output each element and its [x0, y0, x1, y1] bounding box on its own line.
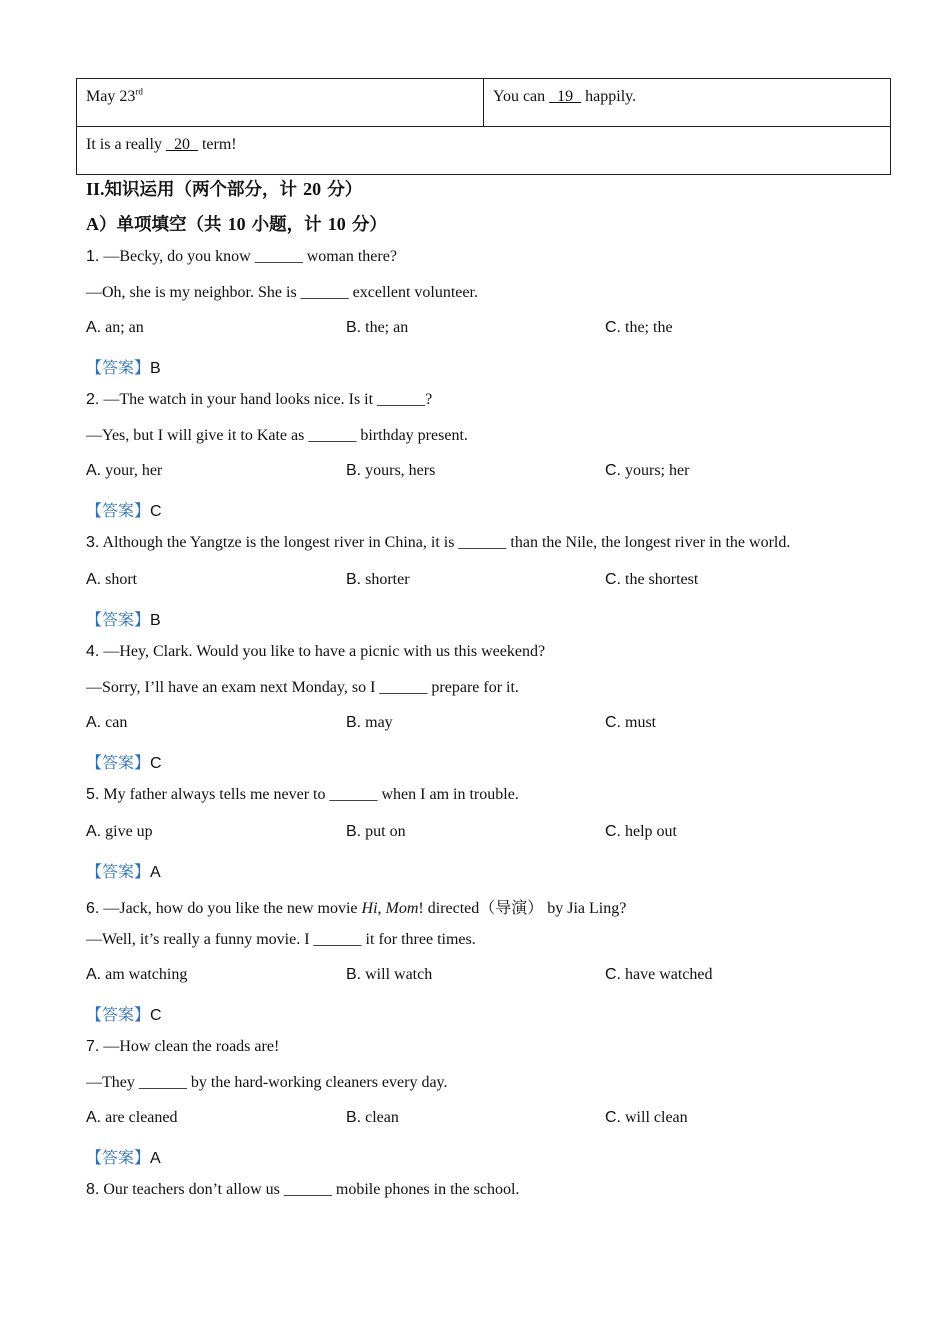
date-suffix: rd [135, 86, 143, 97]
option-label: B. [346, 571, 362, 588]
question-number: 6. [86, 900, 100, 917]
table-cell-date [77, 79, 484, 127]
question-7-option-b[interactable] [346, 1109, 399, 1127]
option-text: will clean [621, 1109, 688, 1126]
question-number: 4. [86, 643, 100, 660]
option-text: help out [621, 823, 677, 840]
answer-value: C [150, 1007, 162, 1024]
option-text: shorter [361, 571, 410, 588]
question-4-stem [86, 643, 545, 661]
subsection-text: 小题，计 [245, 215, 328, 235]
question-3-option-a[interactable] [86, 571, 137, 589]
option-label: B. [346, 714, 362, 731]
answer-value: A [150, 1150, 161, 1167]
question-3-answer [86, 607, 161, 630]
question-2-option-b[interactable] [346, 462, 435, 480]
answer-label: 【答案】 [86, 1148, 151, 1167]
option-label: A. [86, 1109, 102, 1126]
question-text: ! directed（导演） by Jia Ling? [418, 900, 627, 917]
answer-value: C [150, 503, 162, 520]
option-label: A. [86, 823, 102, 840]
answer-value: A [150, 864, 161, 881]
section-points: 20 [303, 179, 322, 199]
question-6-answer [86, 1002, 162, 1025]
question-text: —The watch in your hand looks nice. Is it ______? [99, 391, 433, 408]
question-7-stem [86, 1038, 279, 1056]
question-number: 2. [86, 391, 100, 408]
question-2-stem [86, 391, 432, 409]
question-4-option-c[interactable] [605, 714, 656, 732]
cell-text: It is a really [86, 136, 166, 153]
option-label: C. [605, 571, 621, 588]
option-text: yours; her [621, 462, 690, 479]
answer-label: 【答案】 [86, 1005, 151, 1024]
option-label: C. [605, 714, 621, 731]
option-text: clean [361, 1109, 399, 1126]
question-3-option-b[interactable] [346, 571, 410, 589]
option-text: will watch [361, 966, 433, 983]
answer-value: C [150, 755, 162, 772]
option-label: B. [346, 462, 362, 479]
option-text: the shortest [621, 571, 699, 588]
question-5-answer [86, 859, 161, 882]
question-2-answer [86, 498, 162, 521]
question-5-option-a[interactable] [86, 823, 153, 841]
option-text: short [101, 571, 138, 588]
question-3-option-c[interactable] [605, 571, 698, 589]
option-text: your, her [101, 462, 163, 479]
option-label: A. [86, 714, 102, 731]
question-6-option-a[interactable] [86, 966, 187, 984]
schedule-table [76, 78, 891, 175]
answer-label: 【答案】 [86, 753, 151, 772]
table-row [77, 79, 891, 127]
question-text: —Jack, how do you like the new movie [99, 900, 362, 917]
question-8-stem [86, 1181, 519, 1199]
option-text: can [101, 714, 128, 731]
option-text: the; the [621, 319, 673, 336]
subsection-text: ）单项填空（共 [99, 215, 228, 235]
question-1-answer [86, 355, 161, 378]
option-text: give up [101, 823, 153, 840]
option-text: must [621, 714, 657, 731]
question-text: Although the Yangtze is the longest river in China, it is ______ than the Nile, the longest river in the world. [99, 534, 791, 551]
question-text: —Becky, do you know ______ woman there? [99, 248, 397, 265]
option-label: B. [346, 1109, 362, 1126]
cell-text: term! [197, 136, 237, 153]
question-number: 7. [86, 1038, 100, 1055]
question-7-line2: —They ______ by the hard-working cleaners every day. [86, 1074, 448, 1091]
cell-text: You can [493, 88, 550, 105]
option-label: B. [346, 823, 362, 840]
question-2-option-a[interactable] [86, 462, 162, 480]
option-label: C. [605, 462, 621, 479]
section-title-text: 知识运用（两个部分，计 [104, 180, 304, 200]
subsection-title [86, 211, 387, 236]
question-1-stem [86, 248, 397, 266]
blank-20: 20 [165, 136, 198, 153]
movie-title-part: Hi [361, 900, 378, 917]
question-4-option-b[interactable] [346, 714, 393, 732]
option-label: C. [605, 319, 621, 336]
section-title [86, 176, 362, 201]
question-2-line2: —Yes, but I will give it to Kate as ______ birthday present. [86, 427, 468, 444]
question-text: —Hey, Clark. Would you like to have a picnic with us this weekend? [99, 643, 546, 660]
date-text: May 23 [86, 88, 136, 105]
section-roman: II. [86, 179, 105, 199]
cell-text: happily. [581, 88, 637, 105]
option-text: are cleaned [101, 1109, 178, 1126]
question-4-line2: —Sorry, I’ll have an exam next Monday, so I ______ prepare for it. [86, 679, 519, 696]
question-7-option-c[interactable] [605, 1109, 688, 1127]
question-number: 3. [86, 534, 100, 551]
question-1-line2: —Oh, she is my neighbor. She is ______ excellent volunteer. [86, 284, 478, 301]
question-text: , [377, 900, 386, 917]
section-title-end: 分） [321, 180, 363, 200]
table-row [77, 127, 891, 175]
option-label: A. [86, 319, 102, 336]
question-5-option-b[interactable] [346, 823, 406, 841]
option-label: C. [605, 823, 621, 840]
question-4-answer [86, 750, 162, 773]
question-number: 8. [86, 1181, 100, 1198]
answer-value: B [150, 612, 161, 629]
option-text: am watching [101, 966, 188, 983]
option-label: A. [86, 462, 102, 479]
answer-label: 【答案】 [86, 862, 151, 881]
question-text: My father always tells me never to ______ when I am in trouble. [99, 786, 519, 803]
question-text: Our teachers don’t allow us ______ mobile phones in the school. [99, 1181, 520, 1198]
table-cell-activity [484, 79, 891, 127]
question-number: 5. [86, 786, 100, 803]
option-label: A. [86, 571, 102, 588]
answer-label: 【答案】 [86, 610, 151, 629]
option-text: yours, hers [361, 462, 436, 479]
option-text: put on [361, 823, 406, 840]
question-text: —How clean the roads are! [99, 1038, 280, 1055]
question-1-option-c[interactable] [605, 319, 673, 337]
question-6-line2: —Well, it’s really a funny movie. I ______ it for three times. [86, 931, 476, 948]
question-7-option-a[interactable] [86, 1109, 178, 1127]
option-label: B. [346, 319, 362, 336]
question-2-option-c[interactable] [605, 462, 689, 480]
subsection-end: 分） [345, 215, 387, 235]
answer-label: 【答案】 [86, 358, 151, 377]
blank-19: 19 [549, 88, 582, 105]
question-7-answer [86, 1145, 161, 1168]
subsection-count: 10 [227, 214, 246, 234]
option-label: A. [86, 966, 102, 983]
subsection-letter: A [86, 214, 99, 234]
option-text: an; an [101, 319, 144, 336]
answer-value: B [150, 360, 161, 377]
answer-label: 【答案】 [86, 501, 151, 520]
option-label: C. [605, 1109, 621, 1126]
question-4-option-a[interactable] [86, 714, 127, 732]
movie-title-part: Mom [385, 900, 419, 917]
question-5-option-c[interactable] [605, 823, 677, 841]
option-text: have watched [621, 966, 713, 983]
option-label: B. [346, 966, 362, 983]
question-3-stem [86, 534, 790, 552]
option-text: may [361, 714, 393, 731]
question-number: 1. [86, 248, 100, 265]
option-text: the; an [361, 319, 409, 336]
question-5-stem [86, 786, 519, 804]
question-1-option-b[interactable] [346, 319, 408, 337]
question-6-option-c[interactable] [605, 966, 713, 984]
question-6-option-b[interactable] [346, 966, 432, 984]
option-label: C. [605, 966, 621, 983]
question-6-stem [86, 895, 626, 918]
subsection-points: 10 [327, 214, 346, 234]
table-cell-summary [77, 127, 891, 175]
question-1-option-a[interactable] [86, 319, 144, 337]
